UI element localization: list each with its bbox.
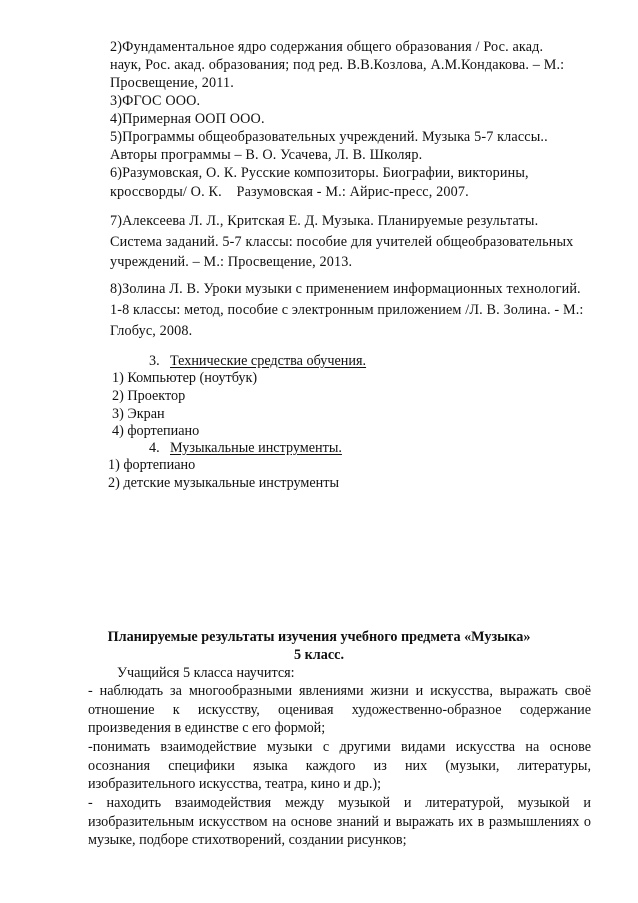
- results-grade: 5 класс.: [293, 647, 344, 663]
- results-intro: Учащийся 5 класса научится:: [117, 665, 295, 681]
- ref-6-line-2: кроссворды/ О. К. Разумовская - М.: Айрис-пресс, 2007.: [110, 184, 469, 200]
- results-title: Планируемые результаты изучения учебного предмета «Музыка»: [107, 629, 531, 645]
- ref-2-line-1: 2)Фундаментальное ядро содержания общего образования / Рос. акад.: [110, 39, 544, 55]
- section-3-title: Технические средства обучения.: [170, 353, 367, 369]
- result-item-2: -понимать взаимодействие музыки с другими видами искусства на основе осознания специфики языка каждого из них (музыки, литературы, изобразительного искусства, театра, кино и др.);: [88, 739, 591, 793]
- list-item: 4) фортепиано: [112, 423, 200, 439]
- ref-2-line-2: наук, Рос. акад. образования; под ред. В.В.Козлова, А.М.Кондакова. – М.:: [110, 57, 565, 73]
- section-3-number: 3.: [149, 353, 160, 369]
- ref-8-line-2: 1-8 классы: метод, пособие с электронным приложением /Л. В. Золина. - М.:: [110, 302, 584, 318]
- section-4-title: Музыкальные инструменты.: [170, 440, 342, 456]
- ref-4: 4)Примерная ООП ООО.: [110, 111, 265, 127]
- result-item-1: - наблюдать за многообразными явлениями жизни и искусства, выражать своё отношение к искусству, оценивая художественно-образное содержание произведения в единстве с его формой;: [88, 683, 591, 737]
- ref-5-line-1: 5)Программы общеобразовательных учреждений. Музыка 5-7 классы..: [110, 129, 548, 145]
- ref-2-line-3: Просвещение, 2011.: [110, 75, 234, 91]
- ref-8-line-1: 8)Золина Л. В. Уроки музыки с применением информационных технологий.: [110, 281, 581, 297]
- list-item: 1) фортепиано: [108, 457, 196, 473]
- ref-7-line-3: учреждений. – М.: Просвещение, 2013.: [110, 254, 353, 270]
- ref-7-line-2: Система заданий. 5-7 классы: пособие для учителей общеобразовательных: [110, 234, 574, 250]
- result-item-3: - находить взаимодействия между музыкой и литературой, музыкой и изобразительным искусством на основе знаний и выражать их в размышлениях о музыке, подборе стихотворений, создании рисунков;: [88, 795, 591, 849]
- list-item: 2) Проектор: [112, 388, 186, 404]
- list-item: 2) детские музыкальные инструменты: [108, 475, 339, 491]
- list-item: 1) Компьютер (ноутбук): [112, 370, 258, 386]
- ref-8-line-3: Глобус, 2008.: [110, 323, 193, 339]
- section-4-number: 4.: [149, 440, 160, 456]
- ref-7-line-1: 7)Алексеева Л. Л., Критская Е. Д. Музыка. Планируемые результаты.: [110, 213, 539, 229]
- list-item: 3) Экран: [112, 406, 165, 422]
- ref-6-line-1: 6)Разумовская, О. К. Русские композиторы. Биографии, викторины,: [110, 165, 529, 181]
- ref-3: 3)ФГОС ООО.: [110, 93, 201, 109]
- ref-5-line-2: Авторы программы – В. О. Усачева, Л. В. Школяр.: [110, 147, 423, 163]
